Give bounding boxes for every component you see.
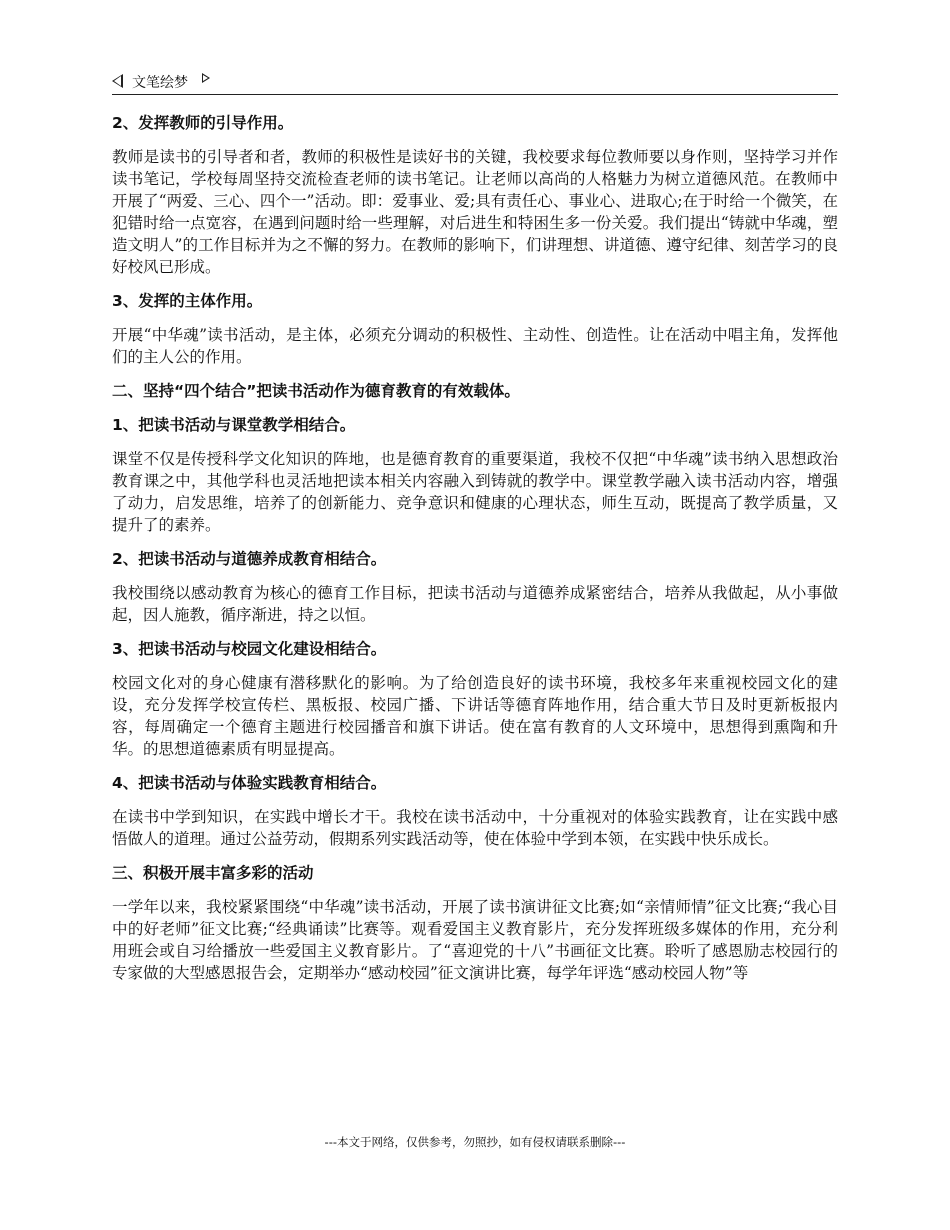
triangle-right-icon [202,73,210,83]
header-brand: 文笔绘梦 [132,75,188,91]
section-heading: 三、积极开展丰富多彩的活动 [112,864,314,882]
section-heading: 2、把读书活动与道德养成教育相结合。 [112,550,387,568]
page-header [112,70,838,95]
paragraph: 一学年以来，我校紧紧围绕“中华魂”读书活动，开展了读书演讲征文比赛;如“亲情师情”征文比赛;“我心目中的好老师”征文比赛;“经典诵读”比赛等。观看爱国主义教育影片，充分发挥班级多媒体的作用，充分利用班会或自习给播放一些爱国主义教育影片。了“喜迎党的十八”书画征文比赛。聆听了感恩励志校园行的专家做的大型感恩报告会，定期举办“感动校园”征文演讲比赛，每学年评选“感动校园人物”等 [112,898,838,982]
footer-notice: ---本文于网络，仅供参考，勿照抄，如有侵权请联系删除--- [324,1135,626,1149]
paragraph: 课堂不仅是传授科学文化知识的阵地，也是德育教育的重要渠道，我校不仅把“中华魂”读书纳入思想政治教育课之中，其他学科也灵活地把读本相关内容融入到铸就的教学中。课堂教学融入读书活动内容，增强了动力，启发思维，培养了的创新能力、竞争意识和健康的心理状态，师生互动，既提高了教学质量，又提升了的素养。 [112,450,838,534]
paragraph: 校园文化对的身心健康有潜移默化的影响。为了给创造良好的读书环境，我校多年来重视校园文化的建设，充分发挥学校宣传栏、黑板报、校园广播、下讲话等德育阵地作用，结合重大节日及时更新板报内容，每周确定一个德育主题进行校园播音和旗下讲话。使在富有教育的人文环境中，思想得到熏陶和升华。的思想道德素质有明显提高。 [112,674,838,758]
section-heading: 3、发挥的主体作用。 [112,292,263,310]
paragraph: 我校围绕以感动教育为核心的德育工作目标，把读书活动与道德养成紧密结合，培养从我做起，从小事做起，因人施教，循序渐进，持之以恒。 [112,584,838,624]
section-heading: 4、把读书活动与体验实践教育相结合。 [112,774,387,792]
section-heading: 3、把读书活动与校园文化建设相结合。 [112,640,387,658]
section-heading: 1、把读书活动与课堂教学相结合。 [112,416,356,434]
section-heading: 二、坚持“四个结合”把读书活动作为德育教育的有效载体。 [112,382,520,400]
section-heading: 2、发挥教师的引导作用。 [112,114,294,132]
document-body [112,112,838,996]
paragraph: 在读书中学到知识，在实践中增长才干。我校在读书活动中，十分重视对的体验实践教育，让在实践中感悟做人的道理。通过公益劳动，假期系列实践活动等，使在体验中学到本领，在实践中快乐成长。 [112,808,838,848]
triangle-left-icon [112,74,123,88]
paragraph: 开展“中华魂”读书活动，是主体，必须充分调动的积极性、主动性、创造性。让在活动中唱主角，发挥他们的主人公的作用。 [112,326,838,366]
paragraph: 教师是读书的引导者和者，教师的积极性是读好书的关键，我校要求每位教师要以身作则，坚持学习并作读书笔记，学校每周坚持交流检查老师的读书笔记。让老师以高尚的人格魅力为树立道德风范。在教师中开展了“两爱、三心、四个一”活动。即：爱事业、爱;具有责任心、事业心、进取心;在于时给一个微笑，在犯错时给一点宽容，在遇到问题时给一些理解，对后进生和特困生多一份关爱。我们提出“铸就中华魂，塑造文明人”的工作目标并为之不懈的努力。在教师的影响下，们讲理想、讲道德、遵守纪律、刻苦学习的良好校风已形成。 [112,148,838,276]
